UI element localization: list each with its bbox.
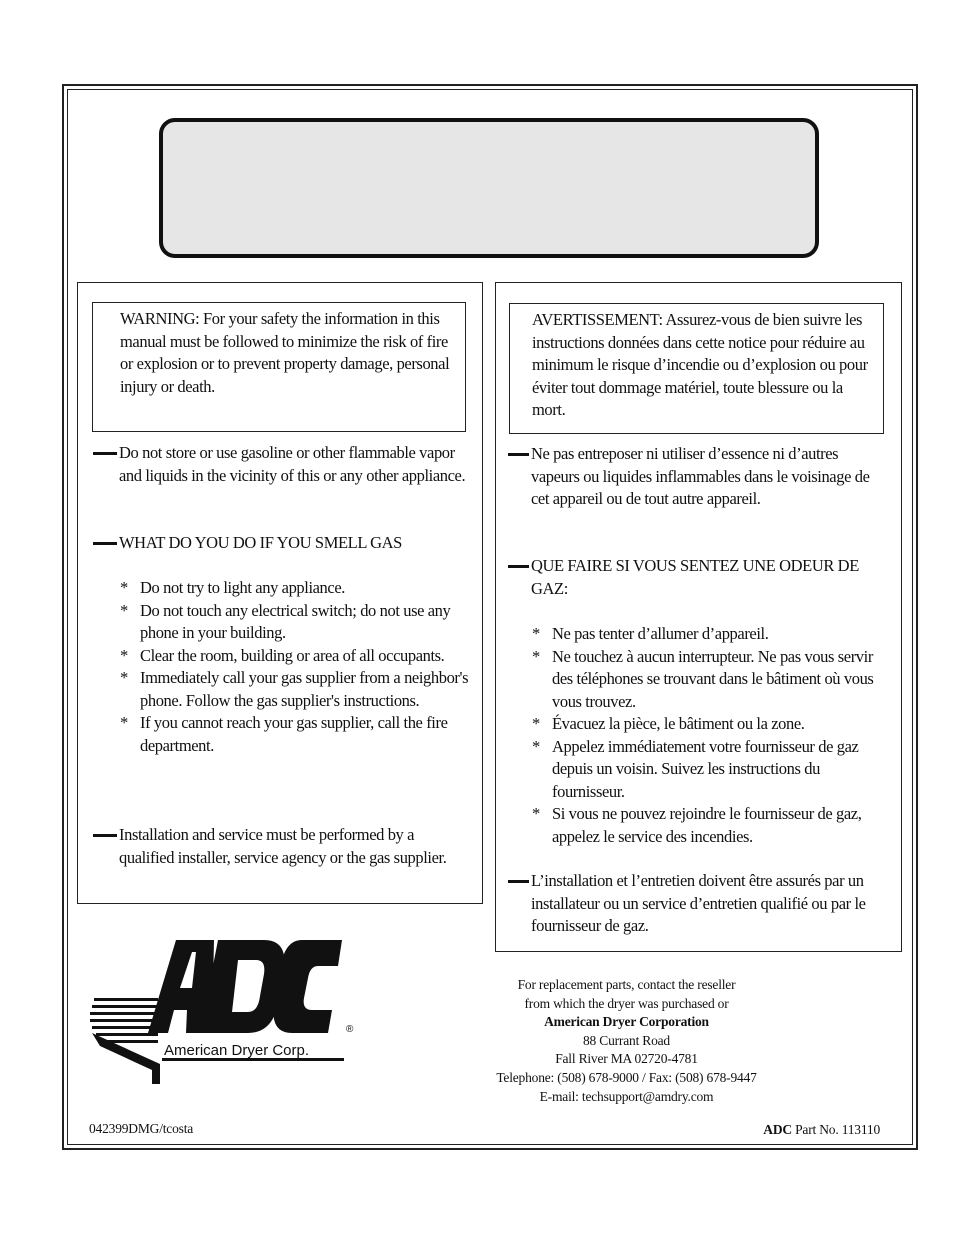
contact-info bbox=[470, 976, 783, 1106]
logo-caption: American Dryer Corp. bbox=[164, 1042, 310, 1059]
french-item-essence bbox=[531, 443, 881, 511]
list-item-text: Do not try to light any appliance. bbox=[140, 578, 345, 597]
bullet-marker: * bbox=[532, 804, 540, 823]
french-safety-panel bbox=[495, 282, 902, 952]
english-item-text: Do not store or use gasoline or other flammable vapor and liquids in the vicinity of this or any other appliance. bbox=[119, 443, 466, 485]
english-item-text: Installation and service must be performed by a qualified installer, service agency or the gas supplier. bbox=[119, 825, 447, 867]
list-item bbox=[532, 713, 882, 736]
list-item-text: Ne pas tenter d’allumer d’appareil. bbox=[552, 624, 769, 643]
bullet-marker: * bbox=[120, 645, 128, 665]
list-item-text: Évacuez la pièce, le bâtiment ou la zone. bbox=[552, 714, 805, 733]
dash-marker bbox=[93, 452, 117, 455]
list-item-text: Do not touch any electrical switch; do not use any phone in your building. bbox=[140, 600, 451, 642]
contact-line: For replacement parts, contact the reseller bbox=[517, 977, 736, 992]
french-item-installation bbox=[531, 870, 881, 938]
english-item-text: WHAT DO YOU DO IF YOU SMELL GAS bbox=[119, 533, 402, 552]
dash-marker bbox=[93, 542, 117, 545]
english-gas-steps-list bbox=[120, 577, 470, 757]
list-item bbox=[532, 646, 882, 714]
list-item-text: Ne touchez à aucun interrupteur. Ne pas vous servir des téléphones se trouvant dans le bâtiment où vous vous trouvez. bbox=[552, 646, 874, 711]
part-brand: ADC bbox=[763, 1122, 792, 1137]
list-item bbox=[120, 667, 470, 712]
adc-logo-graphic bbox=[88, 938, 360, 1090]
registered-mark: ® bbox=[346, 1024, 354, 1035]
bullet-marker: * bbox=[120, 578, 128, 597]
bullet-marker: * bbox=[120, 668, 128, 687]
french-item-odeur-gaz bbox=[531, 555, 891, 600]
list-item bbox=[120, 600, 470, 645]
list-item-text: Immediately call your gas supplier from a neighbor's phone. Follow the gas supplier's instructions. bbox=[140, 668, 469, 710]
french-item-text: L’installation et l’entretien doivent être assurés par un installateur ou un service d’entretien qualifié ou par le fournisseur de gaz. bbox=[531, 871, 866, 935]
bullet-marker: * bbox=[532, 714, 540, 733]
french-warning-box: AVERTISSEMENT: Assurez-vous de bien suivre les instructions données dans cette notice pour réduire au minimum le risque d’incendie ou d’explosion ou pour éviter tout dommage matériel, toute blessure ou la mort. bbox=[509, 303, 884, 434]
dash-marker bbox=[508, 880, 529, 883]
part-number bbox=[763, 1122, 880, 1138]
bullet-marker: * bbox=[120, 713, 128, 732]
company-name: American Dryer Corporation bbox=[544, 1014, 709, 1030]
bullet-marker: * bbox=[120, 600, 128, 620]
list-item bbox=[120, 645, 470, 668]
list-item bbox=[532, 623, 882, 646]
list-item-text: Si vous ne pouvez rejoindre le fournisseur de gaz, appelez le service des incendies. bbox=[552, 804, 862, 846]
list-item bbox=[532, 803, 882, 848]
email-address: E-mail: techsupport@amdry.com bbox=[539, 1088, 714, 1104]
phone-fax: Telephone: (508) 678-9000 / Fax: (508) 678-9447 bbox=[496, 1069, 757, 1085]
address-street: 88 Currant Road bbox=[583, 1032, 670, 1048]
address-city: Fall River MA 02720-4781 bbox=[555, 1051, 698, 1067]
adc-logo bbox=[88, 938, 360, 1090]
contact-line: from which the dryer was purchased or bbox=[524, 995, 729, 1011]
list-item bbox=[120, 712, 470, 757]
list-item bbox=[532, 736, 882, 804]
bullet-marker: * bbox=[532, 624, 540, 643]
bullet-marker: * bbox=[532, 646, 540, 666]
english-item-installation bbox=[119, 824, 469, 869]
list-item bbox=[120, 577, 470, 600]
english-item-smell-gas bbox=[119, 532, 469, 555]
document-code: 042399DMG/tcosta bbox=[89, 1121, 194, 1136]
dash-marker bbox=[508, 565, 529, 568]
french-gas-steps-list bbox=[532, 623, 882, 848]
french-item-text: QUE FAIRE SI VOUS SENTEZ UNE ODEUR DE GAZ: bbox=[531, 556, 859, 598]
dash-marker bbox=[508, 453, 529, 456]
french-item-text: Ne pas entreposer ni utiliser d’essence ni d’autres vapeurs ou liquides inflammables dans le voisinage de cet appareil ou de tout autre appareil. bbox=[531, 444, 870, 508]
list-item-text: Appelez immédiatement votre fournisseur de gaz depuis un voisin. Suivez les instructions du fournisseur. bbox=[552, 736, 859, 801]
list-item-text: Clear the room, building or area of all occupants. bbox=[140, 645, 445, 665]
title-box bbox=[159, 118, 819, 258]
dash-marker bbox=[93, 834, 117, 837]
list-item-text: If you cannot reach your gas supplier, call the fire department. bbox=[140, 713, 448, 755]
bullet-marker: * bbox=[532, 736, 540, 756]
english-item-gasoline bbox=[119, 442, 469, 487]
english-warning-box: WARNING: For your safety the information in this manual must be followed to minimize the risk of fire or explosion or to prevent property damage, personal injury or death. bbox=[92, 302, 466, 432]
part-label: Part No. 113110 bbox=[791, 1122, 880, 1137]
english-safety-panel bbox=[77, 282, 483, 904]
